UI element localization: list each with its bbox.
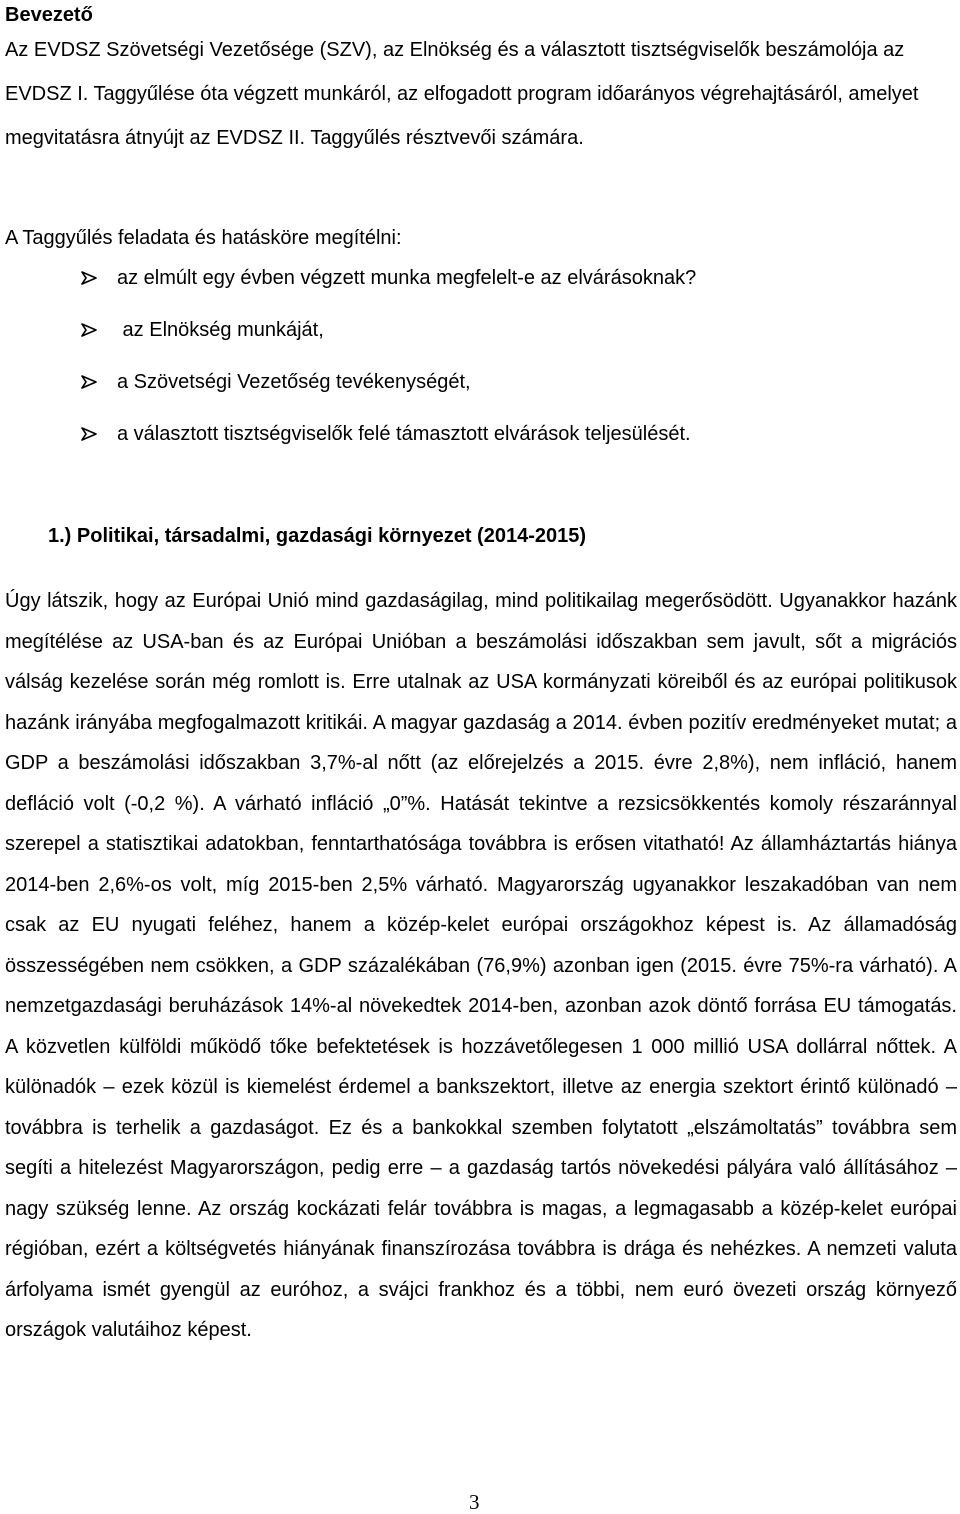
arrowhead-bullet-icon: [81, 323, 97, 337]
bullet-item: [81, 262, 696, 314]
section-title: 1.) Politikai, társadalmi, gazdasági környezet (2014-2015): [48, 525, 587, 547]
bullet-item: [81, 418, 696, 470]
document-heading: Bevezető: [5, 4, 93, 26]
page-number: 3: [469, 1490, 480, 1514]
bullet-item: [81, 366, 696, 418]
bullet-item: [81, 314, 696, 366]
arrowhead-bullet-icon: [81, 271, 97, 285]
bullet-text: a választott tisztségviselők felé támasztott elvárások teljesülését.: [117, 423, 691, 445]
body-paragraph: Úgy látszik, hogy az Európai Unió mind gazdaságilag, mind politikailag megerősödött. Ugyanakkor hazánk megítélése az USA-ban és az Európai Unióban a beszámolási időszakban sem javult, sőt a migrációs válság kezelése során még romlott is. Erre utalnak az USA kormányzati köreiből és az európai politikusok hazánk irányába megfogalmazott kritikái. A magyar gazdaság a 2014. évben pozitív eredményeket mutat; a GDP a beszámolási időszakban 3,7%-al nőtt (az előrejelzés a 2015. évre 2,8%), nem infláció, hanem defláció volt (-0,2 %). A várható infláció „0”%. Hatását tekintve a rezsicsökkentés komoly részaránnyal szerepel a statisztikai adatokban, fenntarthatósága továbbra is erősen vitatható! Az államháztartás hiánya 2014-ben 2,6%-os volt, míg 2015-ben 2,5% várható. Magyarország ugyanakkor leszakadóban van nem csak az EU nyugati feléhez, hanem a közép-kelet európai országokhoz képest is. Az államadóság összességében nem csökken, a GDP százalékában (76,9%) azonban igen (2015. évre 75%-ra várható). A nemzetgazdasági beruházások 14%-al növekedtek 2014-ben, azonban azok döntő forrása EU támogatás. A közvetlen külföldi működő tőke befektetések is hozzávetőlegesen 1 000 millió USA dollárral nőttek. A különadók – ezek közül is kiemelést érdemel a bankszektort, illetve az energia szektort érintő különadó – továbbra is terhelik a gazdaságot. Ez és a bankokkal szemben folytatott „elszámoltatás” továbbra sem segíti a hitelezést Magyarországon, pedig erre – a gazdaság tartós növekedési pályára való állításához – nagy szükség lenne. Az ország kockázati felár továbbra is magas, a legmagasabb a közép-kelet európai régióban, ezért a költségvetés hiányának finanszírozása továbbra is drága és nehézkes. A nemzeti valuta árfolyama ismét gyengül az euróhoz, a svájci frankhoz és a többi, nem euró övezeti ország környező országok valutáihoz képest.: [5, 590, 957, 1341]
bullet-text: az Elnökség munkáját,: [117, 319, 324, 341]
bullet-text: a Szövetségi Vezetőség tevékenységét,: [117, 371, 471, 393]
arrowhead-bullet-icon: [81, 427, 97, 441]
bullet-list: [81, 262, 696, 470]
task-question: A Taggyűlés feladata és hatásköre megítélni:: [5, 227, 402, 249]
arrowhead-bullet-icon: [81, 375, 97, 389]
intro-paragraph: Az EVDSZ Szövetségi Vezetősége (SZV), az Elnökség és a választott tisztségviselők beszámolója az EVDSZ I. Taggyűlése óta végzett munkáról, az elfogadott program időarányos végrehajtásáról, amelyet megvitatásra átnyújt az EVDSZ II. Taggyűlés résztvevői számára.: [5, 39, 919, 149]
bullet-text: az elmúlt egy évben végzett munka megfelelt-e az elvárásoknak?: [117, 267, 697, 289]
